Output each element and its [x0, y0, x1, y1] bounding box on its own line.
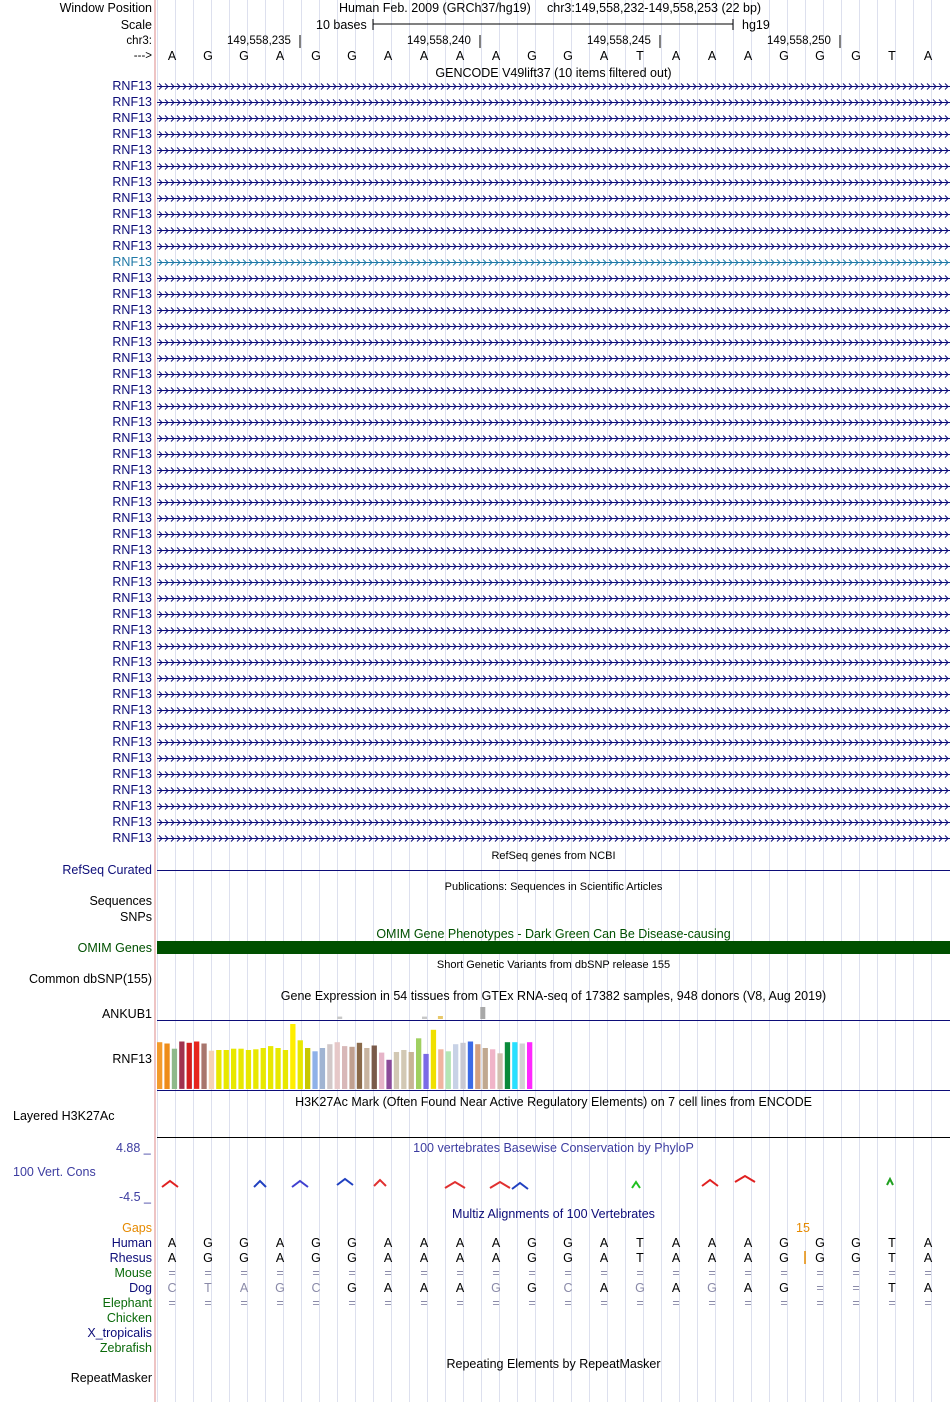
gencode-gene-label[interactable]: RNF13 — [112, 463, 152, 477]
phylop-mark — [887, 1179, 893, 1185]
omim-label[interactable]: OMIM Genes — [77, 941, 152, 955]
multiz-base: A — [167, 1236, 177, 1250]
gtex-rnf13-bar — [312, 1051, 317, 1089]
multiz-base: = — [456, 1296, 464, 1310]
multiz-species-label[interactable]: Zebrafish — [99, 1341, 152, 1355]
multiz-base: = — [708, 1266, 716, 1280]
multiz-base: = — [888, 1266, 896, 1280]
base-letter: A — [923, 49, 933, 63]
multiz-base: A — [275, 1251, 285, 1265]
gtex-rnf13-bar — [342, 1046, 347, 1089]
phylop-mark — [735, 1176, 755, 1182]
base-letter: T — [888, 49, 896, 63]
multiz-base: A — [383, 1251, 393, 1265]
multiz-base: A — [599, 1251, 609, 1265]
gtex-rnf13-bar — [520, 1044, 525, 1090]
multiz-base: T — [636, 1251, 644, 1265]
gtex-rnf13-bar — [409, 1052, 414, 1089]
multiz-base: G — [563, 1251, 573, 1265]
chrom-label: chr3: — [126, 35, 152, 47]
gencode-gene-label[interactable]: RNF13 — [112, 319, 152, 333]
gencode-gene-label[interactable]: RNF13 — [112, 815, 152, 829]
multiz-base: G — [815, 1251, 825, 1265]
multiz-base: A — [491, 1251, 501, 1265]
multiz-base: = — [168, 1266, 176, 1280]
tick-label: 149,558,245 — [587, 35, 651, 47]
gtex-rnf13-bar — [216, 1050, 221, 1089]
gtex-rnf13-bar — [231, 1049, 236, 1089]
omim-bar — [157, 941, 950, 954]
multiz-base: = — [672, 1296, 680, 1310]
base-letter: G — [527, 49, 537, 63]
gtex-rnf13-bar — [283, 1050, 288, 1089]
multiz-base: = — [744, 1266, 752, 1280]
multiz-base: = — [276, 1266, 284, 1280]
multiz-gaps-label: Gaps — [122, 1221, 152, 1235]
multiz-base: G — [527, 1281, 537, 1295]
gencode-gene-label[interactable]: RNF13 — [112, 399, 152, 413]
gencode-gene-label[interactable]: RNF13 — [112, 111, 152, 125]
gtex-ankub1-bar — [422, 1017, 427, 1019]
gtex-rnf13-bar — [327, 1044, 332, 1089]
publications-label-snps[interactable]: SNPs — [120, 910, 152, 924]
multiz-base: = — [744, 1296, 752, 1310]
multiz-base: A — [419, 1236, 429, 1250]
gtex-rnf13-bar — [364, 1048, 369, 1089]
multiz-base: = — [492, 1296, 500, 1310]
multiz-base: G — [239, 1236, 249, 1250]
multiz-base: G — [779, 1281, 789, 1295]
multiz-base: = — [204, 1266, 212, 1280]
multiz-base: G — [851, 1236, 861, 1250]
multiz-base: G — [851, 1251, 861, 1265]
gtex-rnf13-bar — [305, 1048, 310, 1089]
base-letter: G — [311, 49, 321, 63]
multiz-base: G — [779, 1251, 789, 1265]
gencode-gene-label[interactable]: RNF13 — [112, 607, 152, 621]
gtex-rnf13-bar — [497, 1053, 502, 1089]
multiz-base: G — [707, 1281, 717, 1295]
gencode-title: GENCODE V49lift37 (10 items filtered out) — [435, 66, 672, 80]
gtex-rnf13-bar — [164, 1044, 169, 1090]
phylop-label[interactable]: 100 Vert. Cons — [13, 1165, 96, 1179]
multiz-base: A — [923, 1281, 933, 1295]
gencode-gene-label[interactable]: RNF13 — [112, 95, 152, 109]
phylop-mark — [702, 1180, 718, 1186]
gtex-rnf13-bar — [446, 1051, 451, 1089]
scale-label: Scale — [120, 18, 152, 32]
multiz-base: G — [527, 1236, 537, 1250]
gtex-rnf13-bar — [483, 1048, 488, 1089]
gtex-rnf13-bar — [394, 1052, 399, 1089]
gencode-gene-label[interactable]: RNF13 — [112, 687, 152, 701]
multiz-base: = — [492, 1266, 500, 1280]
gtex-rnf13-bar — [179, 1042, 184, 1089]
gencode-gene-label[interactable]: RNF13 — [112, 127, 152, 141]
multiz-base: = — [420, 1266, 428, 1280]
gtex-rnf13-bar — [416, 1038, 421, 1089]
multiz-base: = — [384, 1296, 392, 1310]
multiz-species-label[interactable]: Elephant — [102, 1296, 152, 1310]
gencode-gene-label[interactable]: RNF13 — [112, 415, 152, 429]
gtex-rnf13-bar — [357, 1043, 362, 1089]
phylop-mark — [445, 1182, 465, 1188]
multiz-base: = — [924, 1266, 932, 1280]
publications-label-sequences[interactable]: Sequences — [89, 894, 152, 908]
multiz-base: A — [383, 1281, 393, 1295]
multiz-base: = — [780, 1266, 788, 1280]
omim-title: OMIM Gene Phenotypes - Dark Green Can Be Disease-causing — [376, 927, 731, 941]
multiz-base: C — [167, 1281, 177, 1295]
gtex-rnf13-bar — [335, 1042, 340, 1089]
gtex-rnf13-bar — [290, 1024, 295, 1089]
gtex-rnf13-bar — [372, 1046, 377, 1090]
base-letter: G — [347, 49, 357, 63]
base-letter: A — [707, 49, 717, 63]
multiz-base: A — [455, 1251, 465, 1265]
gencode-gene-label[interactable]: RNF13 — [112, 559, 152, 573]
multiz-base: = — [816, 1266, 824, 1280]
gencode-gene-label[interactable]: RNF13 — [112, 239, 152, 253]
multiz-base: = — [348, 1266, 356, 1280]
repeatmasker-label[interactable]: RepeatMasker — [70, 1371, 152, 1385]
gencode-gene-label[interactable]: RNF13 — [112, 751, 152, 765]
multiz-base: T — [888, 1251, 896, 1265]
multiz-base: A — [707, 1251, 717, 1265]
multiz-base: G — [275, 1281, 285, 1295]
gtex-ankub1-bar — [337, 1017, 342, 1019]
publications-title: Publications: Sequences in Scientific Articles — [444, 881, 663, 893]
multiz-base: = — [636, 1296, 644, 1310]
scale-text: 10 bases — [316, 18, 367, 32]
gencode-gene-label[interactable]: RNF13 — [112, 479, 152, 493]
multiz-base: A — [923, 1251, 933, 1265]
multiz-base: = — [924, 1296, 932, 1310]
multiz-base: = — [168, 1296, 176, 1310]
multiz-base: A — [923, 1236, 933, 1250]
gencode-gene-label[interactable]: RNF13 — [112, 735, 152, 749]
multiz-base: = — [420, 1296, 428, 1310]
gtex-rnf13-bar — [423, 1054, 428, 1089]
window-position-label: Window Position — [59, 1, 152, 15]
phylop-mark — [292, 1181, 308, 1187]
gtex-rnf13-bar — [505, 1042, 510, 1089]
gencode-gene-label[interactable]: RNF13 — [112, 255, 152, 269]
position-text: chr3:149,558,232-149,558,253 (22 bp) — [547, 1, 762, 15]
multiz-base: C — [311, 1281, 321, 1295]
multiz-base: = — [636, 1266, 644, 1280]
gtex-gene-rnf13[interactable]: RNF13 — [112, 1052, 152, 1066]
phylop-mark — [374, 1180, 386, 1186]
gencode-gene-label[interactable]: RNF13 — [112, 543, 152, 557]
gencode-gene-label[interactable]: RNF13 — [112, 351, 152, 365]
phylop-mark — [512, 1183, 528, 1189]
gencode-gene-label[interactable]: RNF13 — [112, 719, 152, 733]
gtex-rnf13-bar — [209, 1051, 214, 1089]
gtex-ankub1-bar — [480, 1007, 485, 1019]
gencode-gene-label[interactable]: RNF13 — [112, 767, 152, 781]
gtex-rnf13-bar — [379, 1053, 384, 1089]
gencode-gene-label[interactable]: RNF13 — [112, 143, 152, 157]
gencode-gene-label[interactable]: RNF13 — [112, 79, 152, 93]
multiz-base: = — [888, 1296, 896, 1310]
multiz-base: A — [743, 1251, 753, 1265]
repeatmasker-title: Repeating Elements by RepeatMasker — [446, 1357, 661, 1371]
gtex-rnf13-bar — [268, 1046, 273, 1089]
multiz-base: = — [852, 1296, 860, 1310]
multiz-base: = — [528, 1296, 536, 1310]
gencode-gene-label[interactable]: RNF13 — [112, 383, 152, 397]
gencode-gene-label[interactable]: RNF13 — [112, 831, 152, 845]
multiz-base: A — [707, 1236, 717, 1250]
multiz-base: = — [852, 1281, 860, 1295]
multiz-base: = — [780, 1296, 788, 1310]
multiz-base: C — [563, 1281, 573, 1295]
multiz-base: A — [599, 1236, 609, 1250]
gtex-rnf13-bar — [275, 1048, 280, 1089]
multiz-base: = — [456, 1266, 464, 1280]
multiz-base: A — [455, 1236, 465, 1250]
multiz-base: = — [276, 1296, 284, 1310]
gencode-gene-label[interactable]: RNF13 — [112, 527, 152, 541]
phylop-mark — [162, 1181, 178, 1187]
multiz-base: = — [240, 1266, 248, 1280]
base-letter: A — [167, 49, 177, 63]
gtex-rnf13-bar — [201, 1044, 206, 1090]
base-letter: G — [815, 49, 825, 63]
multiz-base: A — [671, 1251, 681, 1265]
gtex-rnf13-bar — [224, 1050, 229, 1089]
base-letter: G — [851, 49, 861, 63]
multiz-base: G — [527, 1251, 537, 1265]
multiz-base: G — [203, 1236, 213, 1250]
multiz-base: T — [888, 1236, 896, 1250]
multiz-species-label[interactable]: Chicken — [106, 1311, 152, 1325]
multiz-base: A — [275, 1236, 285, 1250]
multiz-base: A — [671, 1236, 681, 1250]
gencode-gene-label[interactable]: RNF13 — [112, 223, 152, 237]
gtex-rnf13-bar — [512, 1042, 517, 1089]
gencode-gene-label[interactable]: RNF13 — [112, 287, 152, 301]
multiz-base: A — [455, 1281, 465, 1295]
gtex-title: Gene Expression in 54 tissues from GTEx RNA-seq of 17382 samples, 948 donors (V8, Aug 2019) — [280, 989, 827, 1003]
gencode-gene-label[interactable]: RNF13 — [112, 655, 152, 669]
base-letter: G — [563, 49, 573, 63]
assembly-text: Human Feb. 2009 (GRCh37/hg19) — [339, 1, 531, 15]
gencode-gene-label[interactable]: RNF13 — [112, 271, 152, 285]
refseq-title: RefSeq genes from NCBI — [491, 850, 616, 862]
gtex-rnf13-bar — [349, 1047, 354, 1089]
phylop-mark — [337, 1179, 353, 1185]
gencode-gene-label[interactable]: RNF13 — [112, 623, 152, 637]
multiz-base: = — [348, 1296, 356, 1310]
tick-label: 149,558,250 — [767, 35, 831, 47]
multiz-title: Multiz Alignments of 100 Vertebrates — [452, 1207, 655, 1221]
gencode-gene-label[interactable]: RNF13 — [112, 799, 152, 813]
gencode-gene-label[interactable]: RNF13 — [112, 191, 152, 205]
gtex-rnf13-bar — [320, 1048, 325, 1089]
multiz-base: A — [491, 1236, 501, 1250]
gtex-rnf13-bar — [157, 1042, 162, 1089]
multiz-base: A — [383, 1236, 393, 1250]
phylop-ymax: 4.88 _ — [116, 1141, 151, 1155]
base-letter: A — [671, 49, 681, 63]
base-letter: A — [491, 49, 501, 63]
gtex-rnf13-bar — [261, 1048, 266, 1089]
gencode-gene-label[interactable]: RNF13 — [112, 159, 152, 173]
gencode-gene-label[interactable]: RNF13 — [112, 207, 152, 221]
strand-label: ---> — [133, 50, 152, 62]
gencode-gene-label[interactable]: RNF13 — [112, 367, 152, 381]
multiz-base: A — [743, 1236, 753, 1250]
multiz-base: G — [347, 1281, 357, 1295]
gtex-rnf13-bar — [298, 1040, 303, 1089]
gtex-rnf13-bar — [401, 1050, 406, 1089]
gtex-rnf13-bar — [490, 1049, 495, 1089]
gtex-rnf13-bar — [172, 1049, 177, 1089]
multiz-base: = — [240, 1296, 248, 1310]
tick-label: 149,558,240 — [407, 35, 471, 47]
h3k27ac-label[interactable]: Layered H3K27Ac — [13, 1109, 115, 1123]
multiz-base: = — [564, 1296, 572, 1310]
gtex-rnf13-bar — [453, 1044, 458, 1089]
gtex-rnf13-bar — [386, 1060, 391, 1089]
multiz-base: = — [708, 1296, 716, 1310]
base-letter: G — [239, 49, 249, 63]
multiz-base: = — [312, 1296, 320, 1310]
gtex-rnf13-bar — [253, 1049, 258, 1089]
multiz-species-label[interactable]: Human — [111, 1236, 152, 1250]
dbsnp-label[interactable]: Common dbSNP(155) — [29, 972, 152, 986]
multiz-base: = — [384, 1266, 392, 1280]
gencode-gene-label[interactable]: RNF13 — [112, 511, 152, 525]
multiz-base: = — [528, 1266, 536, 1280]
phylop-ymin: -4.5 _ — [119, 1190, 151, 1204]
gencode-gene-label[interactable]: RNF13 — [112, 335, 152, 349]
multiz-base: = — [852, 1266, 860, 1280]
multiz-base: G — [491, 1281, 501, 1295]
multiz-base: = — [672, 1266, 680, 1280]
multiz-base: = — [564, 1266, 572, 1280]
gtex-rnf13-bar — [238, 1049, 243, 1089]
multiz-gap-number: 15 — [796, 1221, 810, 1235]
base-letter: A — [455, 49, 465, 63]
base-letter: T — [636, 49, 644, 63]
multiz-base: = — [816, 1281, 824, 1295]
multiz-species-label[interactable]: Mouse — [114, 1266, 152, 1280]
multiz-base: G — [779, 1236, 789, 1250]
gencode-gene-label[interactable]: RNF13 — [112, 175, 152, 189]
base-letter: G — [203, 49, 213, 63]
multiz-species-label[interactable]: Rhesus — [109, 1251, 152, 1265]
gtex-rnf13-bar — [468, 1042, 473, 1089]
multiz-species-label[interactable]: Dog — [129, 1281, 152, 1295]
multiz-base: T — [888, 1281, 896, 1295]
multiz-base: G — [563, 1236, 573, 1250]
tick-label: 149,558,235 — [227, 35, 291, 47]
gencode-gene-label[interactable]: RNF13 — [112, 431, 152, 445]
multiz-base: A — [419, 1281, 429, 1295]
base-letter: A — [743, 49, 753, 63]
multiz-base: A — [419, 1251, 429, 1265]
gtex-ankub1-bar — [438, 1016, 443, 1019]
gtex-gene-ankub1[interactable]: ANKUB1 — [101, 1007, 152, 1021]
gtex-rnf13-bar — [460, 1043, 465, 1089]
multiz-base: A — [671, 1281, 681, 1295]
phylop-mark — [490, 1182, 510, 1188]
gencode-gene-label[interactable]: RNF13 — [112, 591, 152, 605]
multiz-base: = — [600, 1266, 608, 1280]
multiz-base: G — [347, 1251, 357, 1265]
multiz-base: = — [312, 1266, 320, 1280]
multiz-base: A — [167, 1251, 177, 1265]
phylop-mark — [632, 1182, 640, 1188]
gencode-gene-label[interactable]: RNF13 — [112, 575, 152, 589]
base-letter: G — [779, 49, 789, 63]
multiz-base: = — [204, 1296, 212, 1310]
phylop-mark — [254, 1181, 266, 1187]
gtex-rnf13-bar — [475, 1044, 480, 1089]
gtex-rnf13-bar — [246, 1050, 251, 1089]
multiz-base: G — [347, 1236, 357, 1250]
multiz-base: A — [599, 1281, 609, 1295]
gencode-gene-label[interactable]: RNF13 — [112, 303, 152, 317]
multiz-base: G — [311, 1251, 321, 1265]
base-letter: A — [599, 49, 609, 63]
refseq-label[interactable]: RefSeq Curated — [62, 863, 152, 877]
multiz-base: = — [600, 1296, 608, 1310]
base-letter: A — [275, 49, 285, 63]
db-text: hg19 — [742, 18, 770, 32]
gencode-gene-label[interactable]: RNF13 — [112, 703, 152, 717]
gencode-gene-label[interactable]: RNF13 — [112, 639, 152, 653]
multiz-base: T — [636, 1236, 644, 1250]
gencode-gene-label[interactable]: RNF13 — [112, 783, 152, 797]
h3k27ac-title: H3K27Ac Mark (Often Found Near Active Regulatory Elements) on 7 cell lines from ENCODE — [295, 1095, 812, 1109]
multiz-base: G — [635, 1281, 645, 1295]
base-letter: A — [419, 49, 429, 63]
gencode-gene-label[interactable]: RNF13 — [112, 495, 152, 509]
gtex-rnf13-bar — [431, 1030, 436, 1089]
multiz-base: G — [815, 1236, 825, 1250]
multiz-base: = — [816, 1296, 824, 1310]
multiz-base: G — [203, 1251, 213, 1265]
gtex-rnf13-bar — [438, 1049, 443, 1089]
dbsnp-title: Short Genetic Variants from dbSNP release 155 — [436, 959, 671, 971]
multiz-species-label[interactable]: X_tropicalis — [87, 1326, 152, 1340]
multiz-base: T — [204, 1281, 212, 1295]
multiz-base: A — [743, 1281, 753, 1295]
gencode-gene-label[interactable]: RNF13 — [112, 447, 152, 461]
phylop-title: 100 vertebrates Basewise Conservation by PhyloP — [413, 1141, 694, 1155]
gtex-rnf13-bar — [527, 1042, 532, 1089]
gtex-rnf13-bar — [194, 1042, 199, 1089]
multiz-base: G — [239, 1251, 249, 1265]
multiz-base: A — [239, 1281, 249, 1295]
base-letter: A — [383, 49, 393, 63]
gencode-gene-label[interactable]: RNF13 — [112, 671, 152, 685]
multiz-base: G — [311, 1236, 321, 1250]
gtex-rnf13-bar — [187, 1043, 192, 1089]
